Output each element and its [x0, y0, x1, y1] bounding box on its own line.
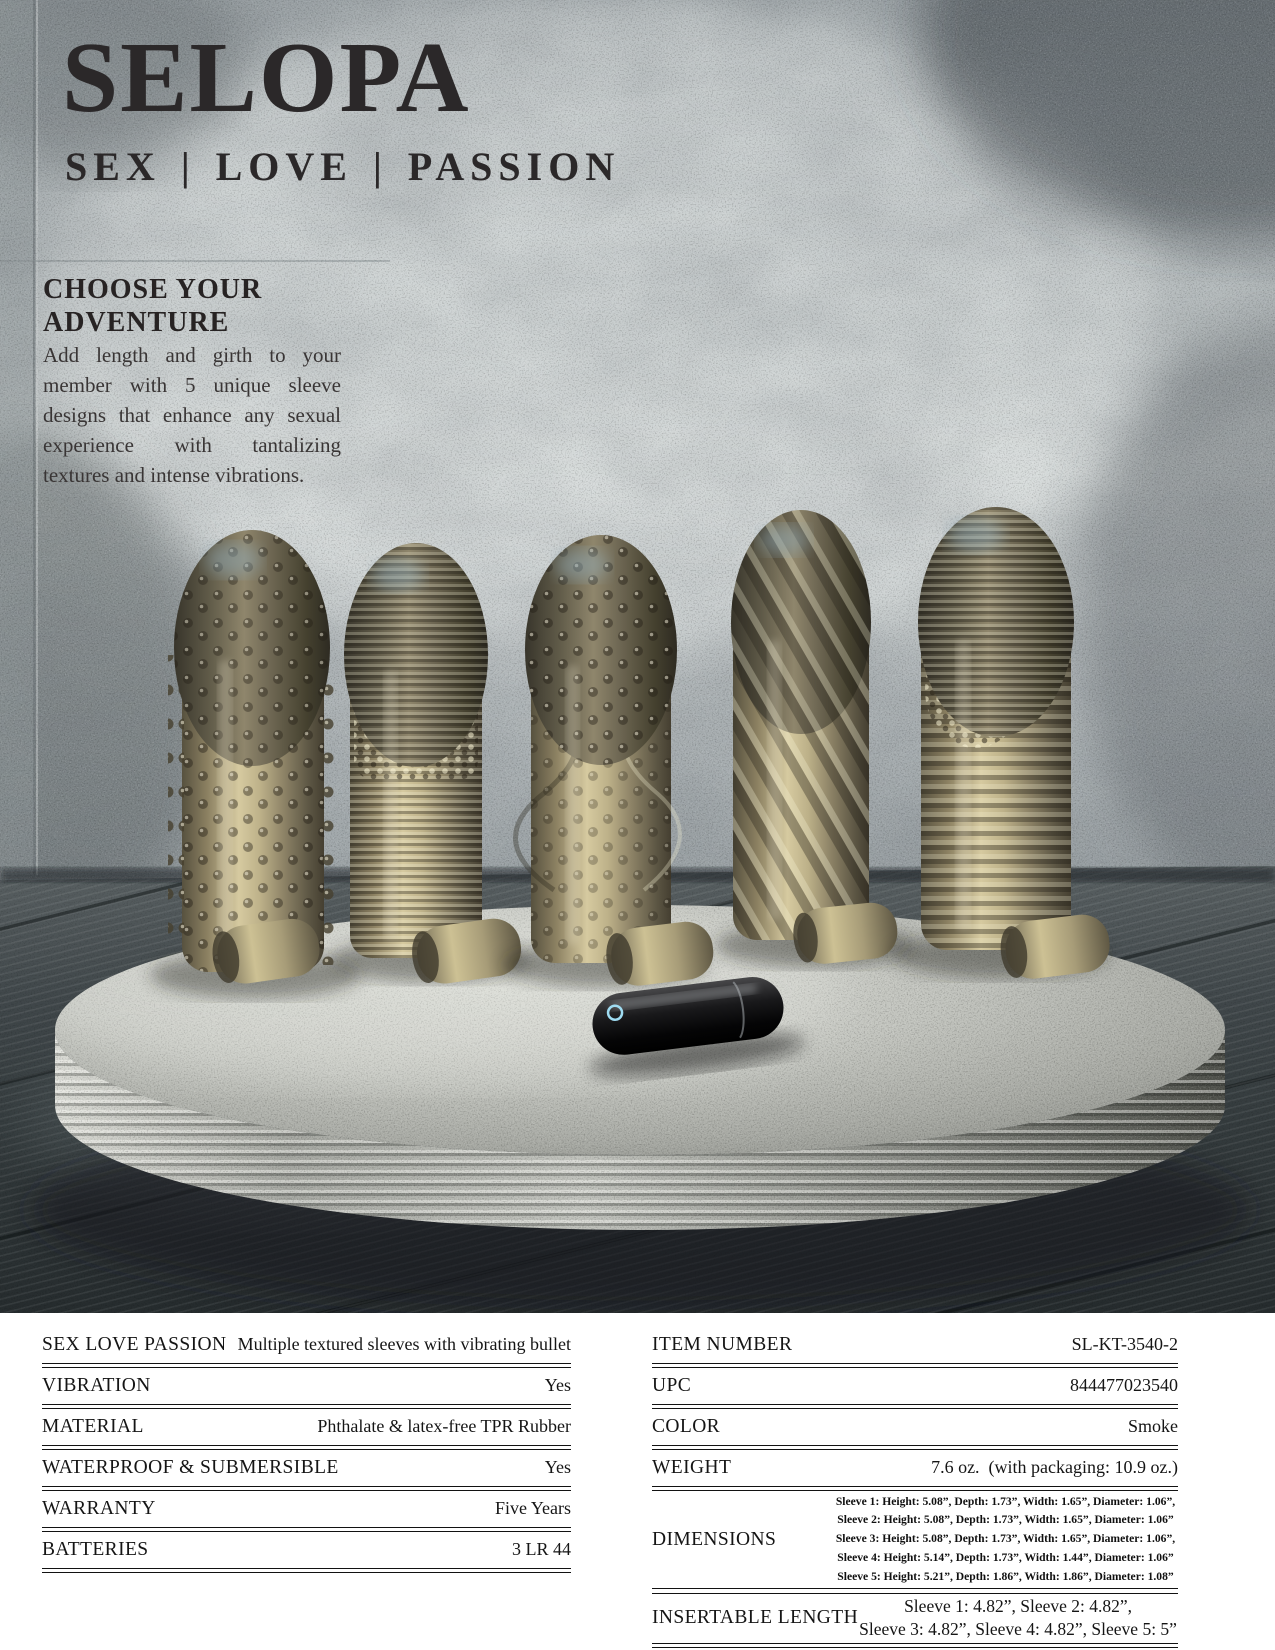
dimension-line: Sleeve 3: Height: 5.08”, Depth: 1.73”, Width: 1.65”, Diameter: 1.06”,	[835, 1532, 1176, 1546]
spec-value: 844477023540	[1070, 1375, 1178, 1396]
spec-row	[42, 1491, 571, 1527]
spec-row-insertable-length	[652, 1594, 1178, 1643]
dimension-lines	[833, 1493, 1178, 1587]
dimension-line: Sleeve 5: Height: 5.21”, Depth: 1.86”, Width: 1.86”, Diameter: 1.08”	[837, 1569, 1174, 1583]
brand-logo: SELOPA	[62, 21, 471, 133]
intro-heading-line2: ADVENTURE	[43, 306, 230, 338]
spec-row	[42, 1450, 571, 1486]
spec-row	[42, 1532, 571, 1568]
intro-heading	[43, 274, 262, 340]
spec-value: SL-KT-3540-2	[1071, 1334, 1178, 1355]
spec-value: 3 LR 44	[511, 1539, 571, 1560]
spec-row	[652, 1409, 1178, 1445]
spec-value: 7.6 oz. (with packaging: 10.9 oz.)	[931, 1457, 1178, 1478]
spec-label: BATTERIES	[42, 1538, 149, 1560]
spec-label: INSERTABLE LENGTH	[652, 1607, 859, 1628]
spec-value: Phthalate & latex-free TPR Rubber	[317, 1416, 571, 1437]
spec-value: Multiple textured sleeves with vibrating bullet	[237, 1334, 571, 1355]
spec-table-right	[652, 1313, 1178, 1648]
spec-row	[42, 1327, 571, 1363]
dimension-line: Sleeve 4: Height: 5.14”, Depth: 1.73”, Width: 1.44”, Diameter: 1.06”	[837, 1550, 1174, 1564]
spec-row	[42, 1368, 571, 1404]
spec-row-dimensions	[652, 1491, 1178, 1588]
spec-label: WEIGHT	[652, 1456, 732, 1478]
spec-row	[652, 1368, 1178, 1404]
spec-row	[652, 1327, 1178, 1363]
dimension-line: Sleeve 1: Height: 5.08”, Depth: 1.73”, Width: 1.65”, Diameter: 1.06”,	[835, 1494, 1176, 1508]
spec-value: Smoke	[1127, 1416, 1178, 1437]
spec-value: Yes	[544, 1457, 571, 1478]
spec-label: MATERIAL	[42, 1415, 144, 1437]
intro-body: Add length and girth to your member with 5 unique sleeve designs that enhance any sexual experience with tantalizing textures and intense vibrations.	[43, 343, 341, 488]
divider	[42, 1568, 571, 1574]
spec-table-left	[42, 1313, 571, 1573]
spec-row	[652, 1450, 1178, 1486]
spec-label: ITEM NUMBER	[652, 1333, 793, 1355]
divider	[652, 1643, 1178, 1649]
spec-label: COLOR	[652, 1415, 721, 1437]
spec-tables	[0, 1313, 1275, 1650]
insertable-length-lines	[858, 1595, 1178, 1641]
spec-row	[42, 1409, 571, 1445]
insertable-length-line: Sleeve 3: 4.82”, Sleeve 4: 4.82”, Sleeve 5: 5”	[859, 1619, 1177, 1639]
spec-label: UPC	[652, 1374, 692, 1396]
spec-label: WATERPROOF & SUBMERSIBLE	[42, 1456, 339, 1478]
spec-label: SEX LOVE PASSION	[42, 1333, 227, 1355]
dimension-line: Sleeve 2: Height: 5.08”, Depth: 1.73”, Width: 1.65”, Diameter: 1.06”	[837, 1513, 1174, 1527]
spec-label: DIMENSIONS	[652, 1528, 777, 1550]
spec-value: Yes	[544, 1375, 571, 1396]
intro-heading-line1: CHOOSE YOUR	[43, 274, 263, 305]
spec-label: WARRANTY	[42, 1497, 156, 1519]
spec-label: VIBRATION	[42, 1374, 151, 1396]
spec-value: Five Years	[494, 1498, 571, 1519]
insertable-length-line: Sleeve 1: 4.82”, Sleeve 2: 4.82”,	[904, 1595, 1133, 1616]
brand-tagline: SEX | LOVE | PASSION	[65, 144, 621, 189]
